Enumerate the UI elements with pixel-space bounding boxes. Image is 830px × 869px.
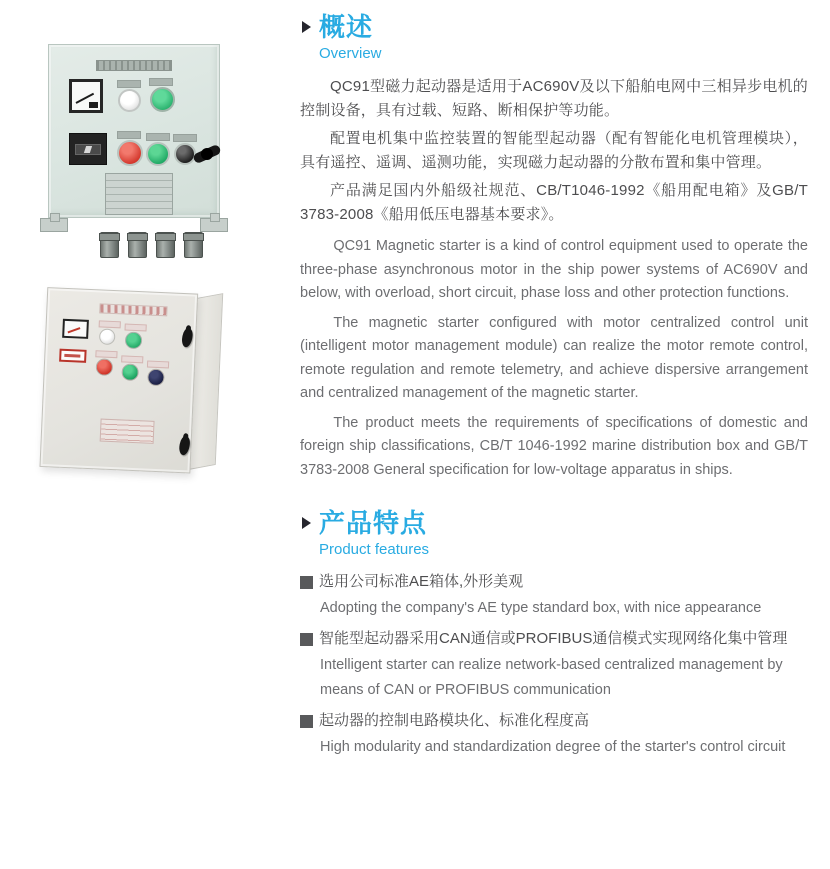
mounting-bracket-right	[200, 218, 228, 232]
top-label-strip	[96, 60, 172, 71]
mini-meter	[62, 319, 89, 339]
breaker-module	[69, 133, 107, 165]
cable-gland	[184, 232, 203, 258]
indicator-light-white	[118, 89, 141, 112]
features-header	[300, 508, 808, 538]
feature-text-cn: 起动器的控制电路模块化、标准化程度高	[319, 712, 590, 729]
nameplate	[105, 173, 173, 215]
pushbutton-red	[117, 140, 143, 166]
cable-gland	[156, 232, 175, 258]
label-tag	[149, 78, 173, 86]
section-product-features	[300, 508, 808, 760]
feature-item	[300, 710, 808, 760]
feature-cn-line	[300, 628, 808, 650]
pushbutton-green	[146, 142, 170, 166]
ammeter-gauge	[69, 79, 103, 113]
feature-text-cn: 选用公司标准AE箱体,外形美观	[319, 573, 524, 590]
overview-title-en: Overview	[319, 45, 382, 62]
features-title-en: Product features	[319, 541, 430, 558]
door-latch-top	[181, 327, 194, 348]
top-label-strip	[99, 303, 167, 316]
feature-text-en: Intelligent starter can realize network-based centralized management by means of CAN or PROFIBUS communication	[320, 657, 783, 698]
feature-item	[300, 571, 808, 621]
overview-paragraph-en: The product meets the requirements of specifications of domestic and foreign ship classifications, CB/T 1046-1992 marine distribution box and GB/T 3783-2008 General specification for low-voltage apparatus in ships.	[300, 414, 808, 478]
nameplate	[100, 419, 155, 444]
rotary-switch	[192, 139, 222, 169]
overview-paragraph-cn: 产品满足国内外船级社规范、CB/T1046-1992《船用配电箱》及GB/T 3783-2008《船用低压电器基本要求》。	[300, 182, 808, 223]
overview-title-cn: 概述	[319, 12, 374, 42]
feature-text-cn: 智能型起动器采用CAN通信或PROFIBUS通信模式实现网络化集中管理	[319, 630, 788, 647]
section-arrow-icon	[302, 21, 311, 33]
cable-gland	[128, 232, 147, 258]
feature-text-en: High modularity and standardization degree of the starter's control circuit	[320, 739, 786, 755]
label-tag	[146, 133, 170, 141]
features-title-cn: 产品特点	[319, 508, 428, 538]
product-photo-angled-view	[36, 284, 235, 492]
overview-paragraph-cn: QC91型磁力起动器是适用于AC690V及以下船舶电网中三相异步电机的控制设备，具有过载、短路、断相保护等功能。	[300, 78, 808, 119]
relay-window	[59, 349, 87, 363]
overview-paragraph-cn: 配置电机集中监控装置的智能型起动器（配有智能化电机管理模块），具有遥控、遥调、遥测功能，实现磁力起动器的分散布置和集中管理。	[300, 130, 808, 171]
label-tag	[117, 80, 141, 88]
overview-paragraph-en: The magnetic starter configured with motor centralized control unit (intelligent motor management module) can realize the motor remote control, remote regulation and remote telemetry, and achieve dispersive arrangement and centralized management of the magnetic starter.	[300, 314, 808, 401]
product-photo-front-view	[44, 40, 226, 245]
feature-bullet-icon	[300, 633, 313, 646]
label-tag	[117, 131, 141, 139]
rotary-hub-icon	[201, 148, 213, 160]
indicator-light-white	[99, 328, 116, 345]
label-tag	[99, 320, 121, 328]
overview-header	[300, 12, 808, 42]
label-tag	[95, 350, 117, 358]
feature-cn-line	[300, 710, 808, 732]
section-arrow-icon	[302, 517, 311, 529]
indicator-light-green	[125, 332, 143, 350]
overview-english-paragraphs	[300, 235, 808, 482]
feature-item	[300, 628, 808, 703]
pushbutton-green	[121, 363, 139, 381]
feature-bullet-icon	[300, 715, 313, 728]
content-column	[300, 12, 808, 767]
overview-paragraph-en: QC91 Magnetic starter is a kind of control equipment used to operate the three-phase asynchronous motor in the ship power systems of AC690V and below, with overload, short circuit, phase loss and other protection functions.	[300, 238, 808, 301]
feature-text-en: Adopting the company's AE type standard box, with nice appearance	[320, 600, 762, 616]
pushbutton-red	[96, 358, 114, 376]
indicator-light-green	[150, 87, 175, 112]
door-latch-bottom	[178, 435, 191, 456]
gauge-marking	[89, 102, 98, 108]
cabinet-body	[39, 287, 198, 473]
label-tag	[147, 361, 169, 369]
cabinet-body	[48, 44, 220, 218]
section-overview	[300, 12, 808, 482]
mounting-bracket-left	[40, 218, 68, 232]
label-tag	[124, 323, 146, 331]
label-tag	[121, 355, 143, 363]
feature-bullet-icon	[300, 576, 313, 589]
feature-cn-line	[300, 571, 808, 593]
overview-chinese-paragraphs	[300, 75, 808, 226]
features-list	[300, 571, 808, 760]
pushbutton-navy	[147, 369, 165, 387]
cable-gland	[100, 232, 119, 258]
breaker-window	[75, 144, 101, 155]
